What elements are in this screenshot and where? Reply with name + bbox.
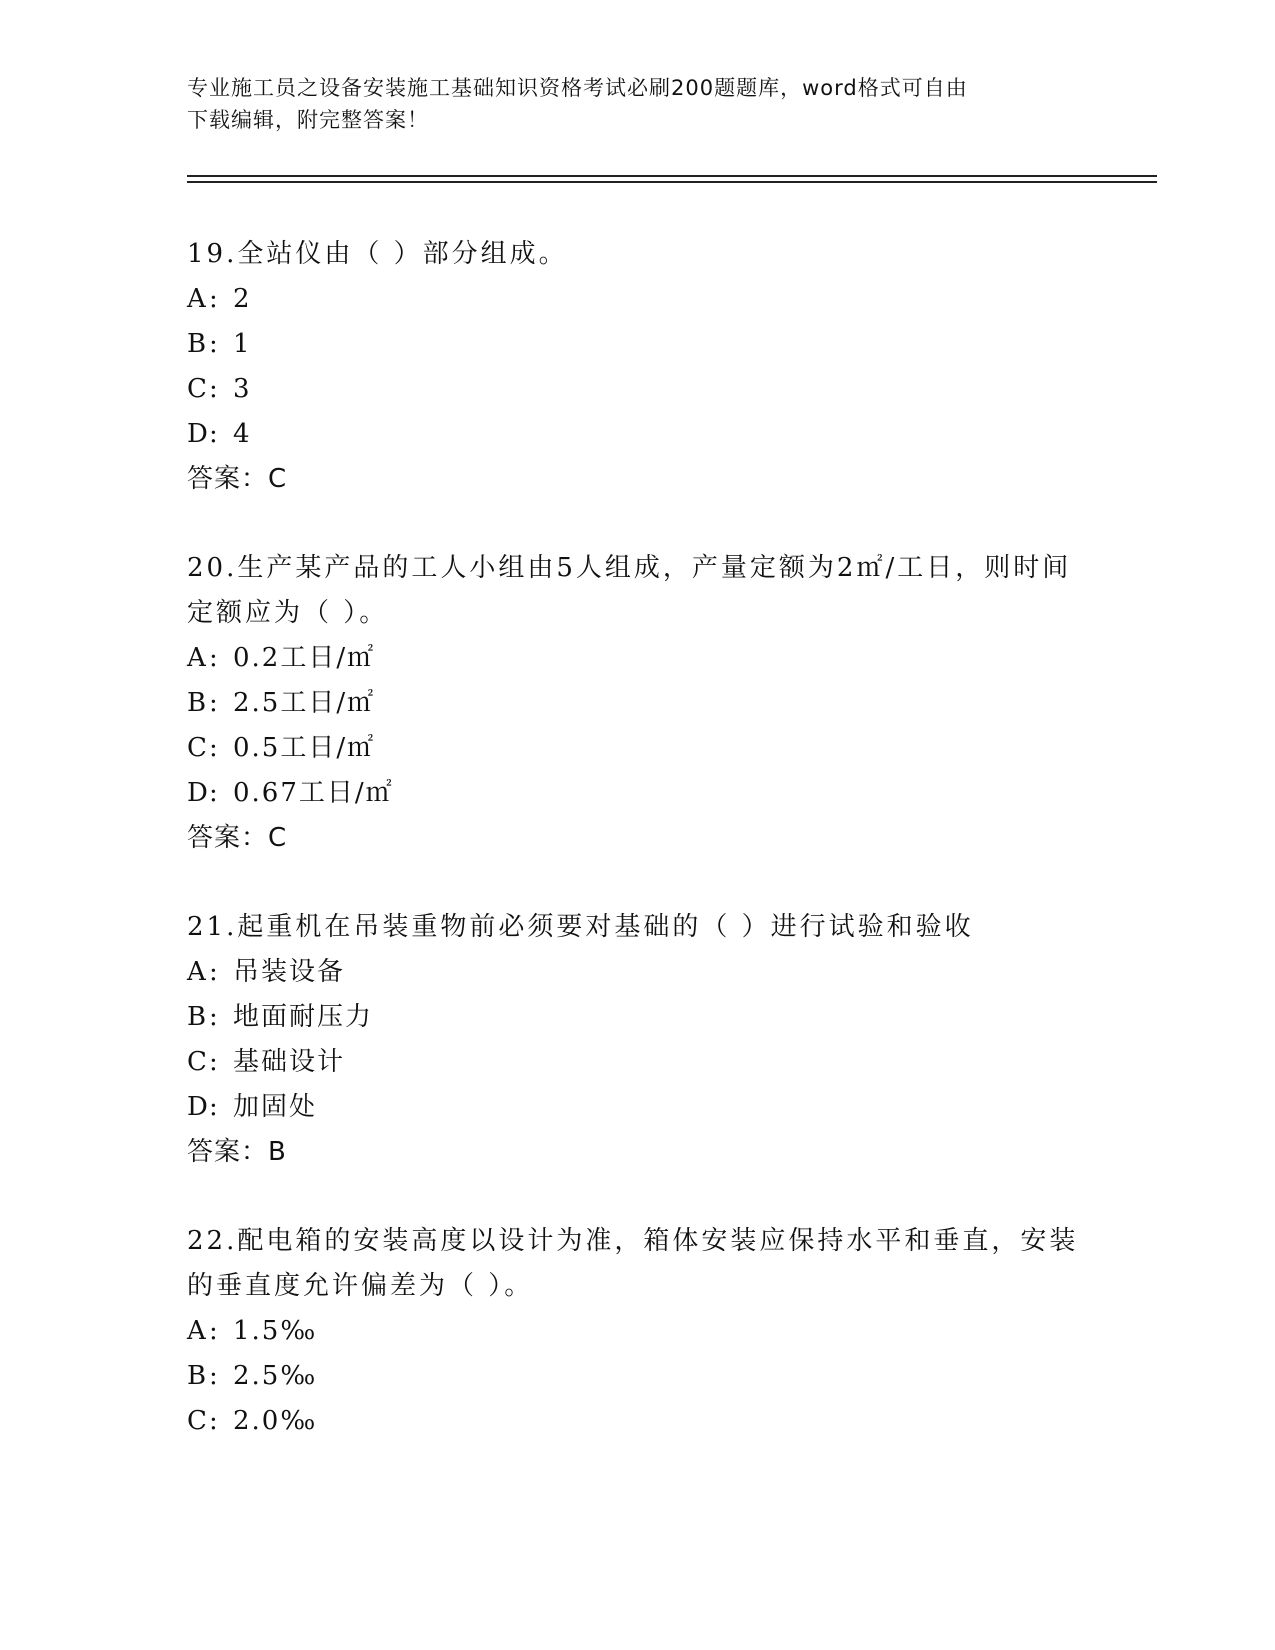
question-number: 20. xyxy=(187,553,238,583)
option-letter: C xyxy=(187,1047,209,1077)
question-number: 22. xyxy=(187,1226,238,1256)
option-letter: D xyxy=(187,778,210,808)
option-letter: D xyxy=(187,419,210,449)
option-letter: A xyxy=(187,643,208,673)
option-letter: B xyxy=(187,1361,209,1391)
option-d: D : 加固处 xyxy=(187,1085,1087,1130)
option-letter: C xyxy=(187,1406,209,1436)
question-number: 19. xyxy=(187,239,238,269)
answer-line xyxy=(187,1130,1087,1175)
answer-label: 答案： xyxy=(187,1137,269,1167)
option-text: 0.5工日/㎡ xyxy=(233,733,376,763)
option-text: 2.5工日/㎡ xyxy=(233,688,376,718)
option-letter: A xyxy=(187,284,208,314)
question-22 xyxy=(187,1219,1087,1444)
option-b: B : 2.5工日/㎡ xyxy=(187,681,1087,726)
document-header xyxy=(187,72,1067,136)
question-stem xyxy=(187,232,1087,277)
question-20 xyxy=(187,546,1087,861)
answer-line xyxy=(187,457,1087,502)
option-c: C : 基础设计 xyxy=(187,1040,1087,1085)
question-21 xyxy=(187,905,1087,1175)
question-text: 生产某产品的工人小组由5人组成，产量定额为2㎡/工日，则时间定额应为（ ）。 xyxy=(187,553,1072,628)
answer-value: B xyxy=(268,1137,287,1167)
option-letter: B xyxy=(187,1002,209,1032)
option-letter: D xyxy=(187,1092,210,1122)
option-text: 4 xyxy=(233,419,252,449)
question-stem xyxy=(187,1219,1087,1309)
answer-label: 答案： xyxy=(187,464,269,494)
answer-value: C xyxy=(268,464,288,494)
question-text: 起重机在吊装重物前必须要对基础的（ ）进行试验和验收 xyxy=(237,912,974,942)
option-text: 1 xyxy=(233,329,252,359)
option-d: D : 0.67工日/㎡ xyxy=(187,771,1087,816)
header-title-line2: 下载编辑，附完整答案！ xyxy=(187,108,429,132)
option-letter: B xyxy=(187,688,209,718)
option-text: 地面耐压力 xyxy=(233,1002,374,1032)
question-text: 全站仪由（ ）部分组成。 xyxy=(237,239,568,269)
question-text: 配电箱的安装高度以设计为准，箱体安装应保持水平和垂直，安装的垂直度允许偏差为（ ）。 xyxy=(187,1226,1079,1301)
answer-line xyxy=(187,816,1087,861)
option-a: A : 2 xyxy=(187,277,1087,322)
option-text: 2.5‰ xyxy=(233,1361,318,1391)
option-text: 吊装设备 xyxy=(233,957,346,987)
option-text: 基础设计 xyxy=(233,1047,346,1077)
question-19 xyxy=(187,232,1087,502)
question-list xyxy=(187,232,1087,1488)
answer-label: 答案： xyxy=(187,823,269,853)
option-text: 0.67工日/㎡ xyxy=(233,778,394,808)
option-text: 3 xyxy=(233,374,252,404)
option-text: 2 xyxy=(233,284,252,314)
option-a: A : 1.5‰ xyxy=(187,1309,1087,1354)
option-b: B : 1 xyxy=(187,322,1087,367)
answer-value: C xyxy=(268,823,288,853)
option-letter: B xyxy=(187,329,209,359)
option-c: C : 2.0‰ xyxy=(187,1399,1087,1444)
header-rule-top xyxy=(187,175,1157,177)
option-a: A : 吊装设备 xyxy=(187,950,1087,995)
question-stem xyxy=(187,546,1087,636)
option-text: 2.0‰ xyxy=(233,1406,318,1436)
header-title-line1: 专业施工员之设备安装施工基础知识资格考试必刷200题题库，word格式可自由 xyxy=(187,76,968,100)
option-b: B : 地面耐压力 xyxy=(187,995,1087,1040)
option-text: 0.2工日/㎡ xyxy=(233,643,376,673)
question-stem xyxy=(187,905,1087,950)
option-letter: A xyxy=(187,957,208,987)
question-number: 21. xyxy=(187,912,238,942)
option-c: C : 0.5工日/㎡ xyxy=(187,726,1087,771)
option-text: 1.5‰ xyxy=(233,1316,318,1346)
header-rule-bottom xyxy=(187,181,1157,183)
option-d: D : 4 xyxy=(187,412,1087,457)
option-text: 加固处 xyxy=(233,1092,318,1122)
option-c: C : 3 xyxy=(187,367,1087,412)
option-letter: A xyxy=(187,1316,208,1346)
option-a: A : 0.2工日/㎡ xyxy=(187,636,1087,681)
option-letter: C xyxy=(187,374,209,404)
option-b: B : 2.5‰ xyxy=(187,1354,1087,1399)
option-letter: C xyxy=(187,733,209,763)
